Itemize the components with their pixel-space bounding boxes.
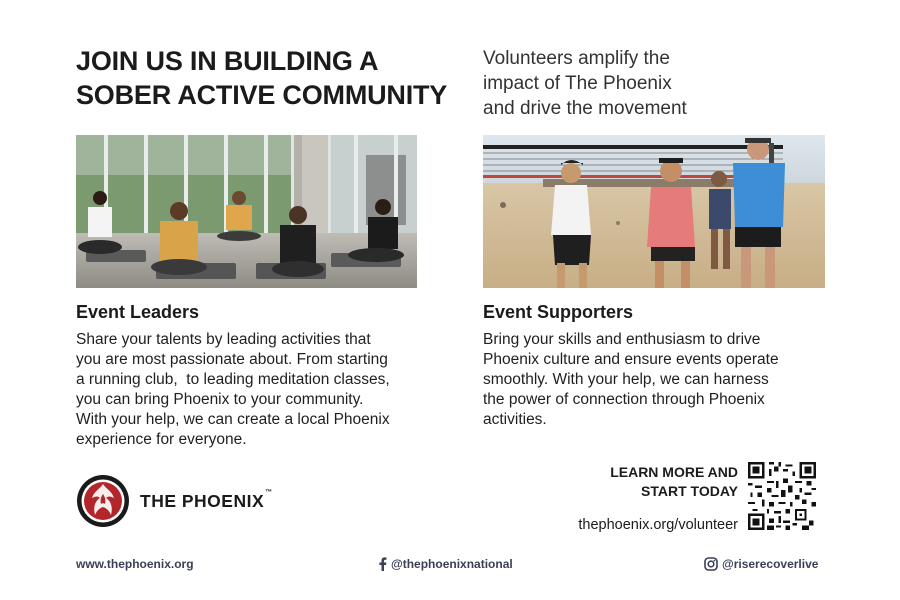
beach-volleyball-illustration — [483, 135, 825, 288]
phoenix-logo-icon — [76, 474, 130, 528]
headline-line: SOBER ACTIVE COMMUNITY — [76, 80, 448, 110]
description-line: With your help, we can create a local Phoenix — [76, 411, 390, 428]
headline-line: JOIN US IN BUILDING A — [76, 46, 379, 76]
website-text: www.thephoenix.org — [76, 557, 194, 571]
description-line: you can bring Phoenix to your community. — [76, 391, 364, 408]
description-line: Phoenix culture and ensure events operate — [483, 351, 779, 368]
footer-instagram-link[interactable] — [704, 557, 818, 571]
meditation-class-illustration — [76, 135, 417, 288]
description-line: you are most passionate about. From starting — [76, 351, 388, 368]
tagline-line: Volunteers amplify the — [483, 48, 670, 69]
brand-lockup — [76, 474, 273, 528]
event-supporters-description — [483, 330, 843, 430]
qr-code-icon[interactable] — [748, 462, 816, 530]
tagline-line: and drive the movement — [483, 98, 687, 119]
beach-volleyball-photo — [483, 135, 825, 288]
event-leaders-description — [76, 330, 436, 450]
description-line: smoothly. With your help, we can harness — [483, 371, 769, 388]
description-line: Share your talents by leading activities that — [76, 331, 371, 348]
facebook-icon — [378, 557, 387, 571]
footer-facebook-link[interactable] — [378, 557, 513, 571]
meditation-class-photo — [76, 135, 417, 288]
description-line: the power of connection through Phoenix — [483, 391, 765, 408]
brand-name-text: THE PHOENIX — [140, 490, 265, 511]
event-supporters-title: Event Supporters — [483, 302, 634, 322]
description-line: Bring your skills and enthusiasm to drive — [483, 331, 761, 348]
description-line: experience for everyone. — [76, 431, 247, 448]
instagram-handle: @riserecoverlive — [722, 557, 819, 571]
headline — [76, 44, 476, 112]
cta-line: START TODAY — [641, 483, 738, 499]
instagram-icon — [704, 557, 718, 571]
tagline-line: impact of The Phoenix — [483, 73, 672, 94]
volunteer-url-link[interactable]: thephoenix.org/volunteer — [578, 517, 738, 533]
footer-website-link[interactable] — [76, 557, 194, 571]
tagline — [483, 46, 843, 121]
cta-line: LEARN MORE AND — [610, 464, 738, 480]
call-to-action — [610, 463, 738, 501]
event-leaders-title: Event Leaders — [76, 302, 200, 322]
description-line: activities. — [483, 411, 547, 428]
brand-name — [140, 488, 273, 512]
facebook-handle: @thephoenixnational — [391, 557, 513, 571]
trademark-symbol: ™ — [265, 488, 273, 496]
description-line: a running club, to leading meditation classes, — [76, 371, 390, 388]
